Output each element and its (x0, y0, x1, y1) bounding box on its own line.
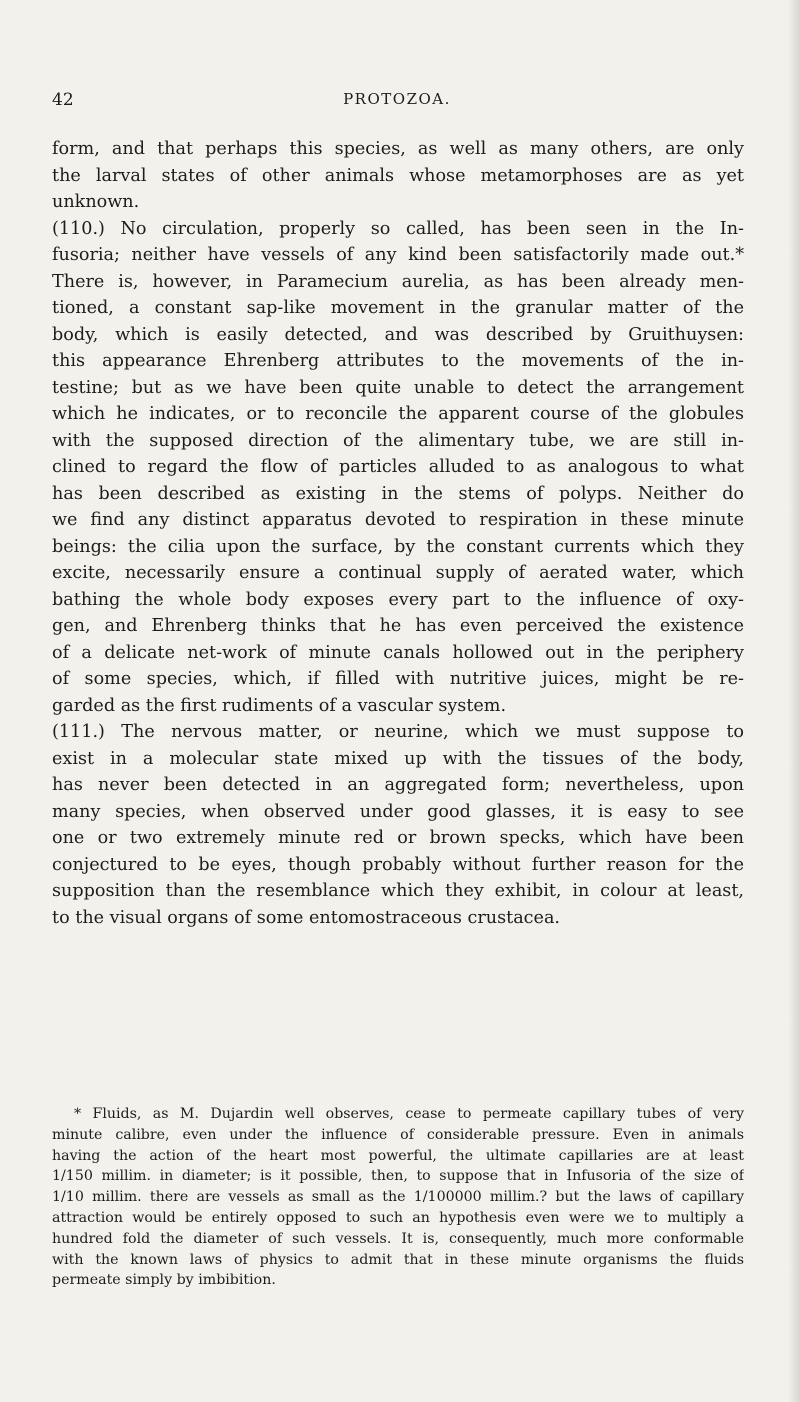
body-line: exist in a molecular state mixed up with the tissues of the body, (52, 748, 744, 769)
body-line: (110.) No circulation, properly so called, has been seen in the In- (52, 218, 744, 239)
body-line: garded as the first rudiments of a vascular system. (52, 695, 507, 716)
running-head: PROTOZOA. (343, 90, 451, 108)
body-line: beings: the cilia upon the surface, by the constant currents which they (52, 536, 744, 557)
body-line: we find any distinct apparatus devoted to respiration in these minute (52, 510, 744, 530)
body-line: tioned, a constant sap-like movement in the granular matter of the (52, 298, 744, 318)
body-line: to the visual organs of some entomostraceous crustacea. (52, 907, 561, 928)
footnote-line: hundred fold the diameter of such vessels. It is, consequently, much more conformable (52, 1230, 744, 1247)
page-number: 42 (52, 90, 74, 110)
body-line: form, and that perhaps this species, as well as many others, are only (52, 139, 744, 159)
body-line: There is, however, in Paramecium aurelia, as has been already men- (52, 271, 744, 292)
body-line: gen, and Ehrenberg thinks that he has even perceived the existence (52, 616, 744, 636)
body-line: of some species, which, if filled with nutritive juices, might be re- (52, 669, 744, 689)
body-line: this appearance Ehrenberg attributes to the movements of the in- (52, 351, 744, 371)
body-line: many species, when observed under good glasses, it is easy to see (52, 801, 744, 822)
body-line: excite, necessarily ensure a continual supply of aerated water, which (52, 563, 744, 583)
footnote-line: minute calibre, even under the influence of considerable pressure. Even in animals (52, 1126, 744, 1143)
body-line: has been described as existing in the stems of polyps. Neither do (52, 483, 744, 504)
body-line: conjectured to be eyes, though probably without further reason for the (52, 854, 744, 875)
body-line: bathing the whole body exposes every part to the influence of oxy- (52, 589, 744, 610)
body-line: testine; but as we have been quite unable to detect the arrangement (52, 377, 744, 398)
body-line: supposition than the resemblance which they exhibit, in colour at least, (52, 881, 744, 901)
body-line: (111.) The nervous matter, or neurine, which we must suppose to (52, 722, 744, 742)
body-line: the larval states of other animals whose metamorphoses are as yet (52, 165, 744, 186)
body-text (52, 136, 744, 931)
footnote-line: having the action of the heart most powerful, the ultimate capillaries are at least (52, 1147, 744, 1164)
body-line: fusoria; neither have vessels of any kind been satisfactorily made out.* (52, 245, 744, 265)
footnote-line: permeate simply by imbibition. (52, 1272, 276, 1289)
footnote (52, 1104, 744, 1291)
page-edge-shadow (788, 0, 800, 1402)
footnote-line: attraction would be entirely opposed to such an hypothesis even were we to multiply a (52, 1209, 744, 1226)
body-line: clined to regard the flow of particles alluded to as analogous to what (52, 457, 744, 477)
footnote-line: 1/10 millim. there are vessels as small as the 1/100000 millim.? but the laws of capillary (52, 1189, 744, 1206)
body-line: which he indicates, or to reconcile the apparent course of the globules (52, 404, 744, 424)
page-header (52, 90, 742, 114)
body-line: of a delicate net-work of minute canals hollowed out in the periphery (52, 642, 744, 663)
footnote-line: * Fluids, as M. Dujardin well observes, cease to permeate capillary tubes of very (74, 1106, 744, 1122)
body-line: has never been detected in an aggregated form; nevertheless, upon (52, 775, 744, 795)
body-line: body, which is easily detected, and was described by Gruithuysen: (52, 324, 744, 345)
body-line: one or two extremely minute red or brown specks, which have been (52, 828, 744, 848)
footnote-line: with the known laws of physics to admit that in these minute organisms the fluids (52, 1251, 744, 1268)
footnote-line: 1/150 millim. in diameter; is it possible, then, to suppose that in Infusoria of the size of (52, 1168, 744, 1185)
body-line: unknown. (52, 192, 140, 212)
body-line: with the supposed direction of the alimentary tube, we are still in- (52, 430, 744, 451)
